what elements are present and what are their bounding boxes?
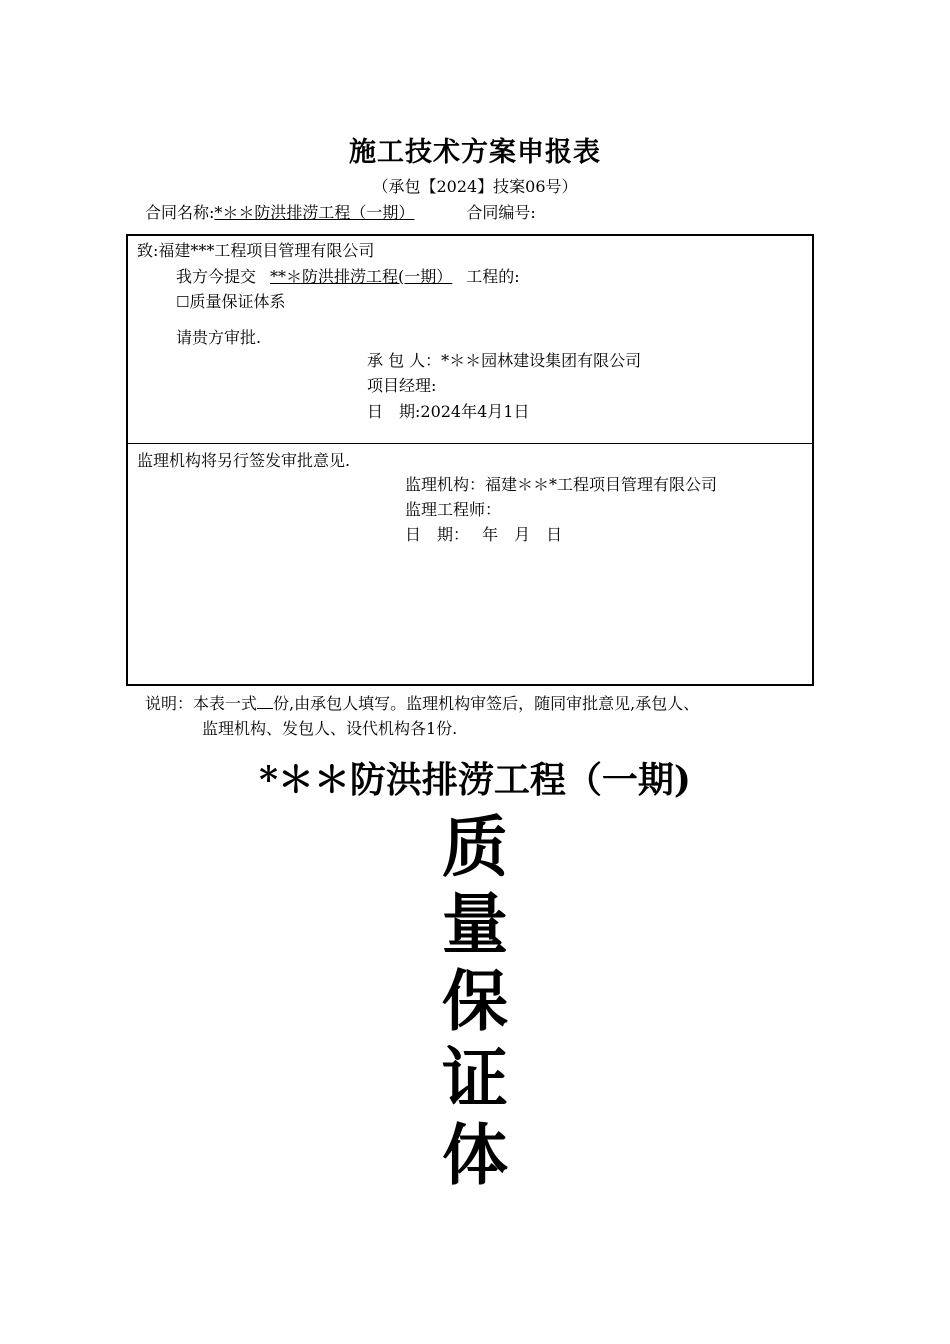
supervision-note: 监理机构将另行签发审批意见. — [137, 451, 351, 470]
quality-system-checkbox[interactable] — [176, 289, 285, 312]
contract-name-label: 合同名称: — [145, 203, 215, 222]
contract-no-label: 合同编号: — [466, 203, 536, 222]
form-number: （承包【2024】技案06号） — [372, 177, 578, 196]
cover-vertical-char: 证 — [442, 1039, 508, 1117]
addressee-line: 致:福建***工程项目管理有限公司 — [137, 241, 375, 260]
request-line: 请贵方审批. — [176, 328, 262, 347]
contract-line — [145, 200, 536, 223]
submission-date-line: 日 期:2024年4月1日 — [367, 402, 530, 421]
supervision-date-line: 日 期： 年 月 日 — [405, 525, 563, 544]
page-title: 施工技术方案申报表 — [349, 137, 601, 168]
supervision-engineer-line: 监理工程师： — [405, 500, 502, 519]
cover-vertical-char: 体 — [442, 1116, 508, 1194]
footer-note-line1: 说明：本表一式 份,由承包人填写。监理机构审签后，随同审批意见,承包人、 — [145, 694, 700, 713]
form-divider — [128, 443, 812, 444]
checkbox-label: 质量保证体系 — [189, 292, 286, 311]
copies-blank — [257, 694, 273, 709]
supervision-org-line: 监理机构：福建＊＊*工程项目管理有限公司 — [405, 475, 718, 494]
contract-name-value: *＊＊防洪排涝工程（一期） — [214, 203, 415, 222]
cover-project-title: *＊＊防洪排涝工程（一期) — [259, 759, 691, 801]
contractor-line: 承 包 人：*＊＊园林建设集团有限公司 — [367, 351, 642, 370]
cover-vertical-char: 保 — [442, 962, 508, 1040]
project-manager-line: 项目经理: — [367, 376, 437, 395]
submitted-project: **＊防洪排涝工程(一期） — [270, 267, 453, 286]
checkbox-icon[interactable]: ☐ — [176, 293, 190, 311]
submission-line: 我方今提交 **＊防洪排涝工程(一期） 工程的: — [176, 267, 520, 286]
footer-note-line2: 监理机构、发包人、设代机构各1份. — [202, 719, 458, 738]
approval-form — [126, 234, 814, 686]
cover-vertical-char: 质 — [442, 808, 508, 886]
cover-vertical-char: 量 — [442, 885, 508, 963]
